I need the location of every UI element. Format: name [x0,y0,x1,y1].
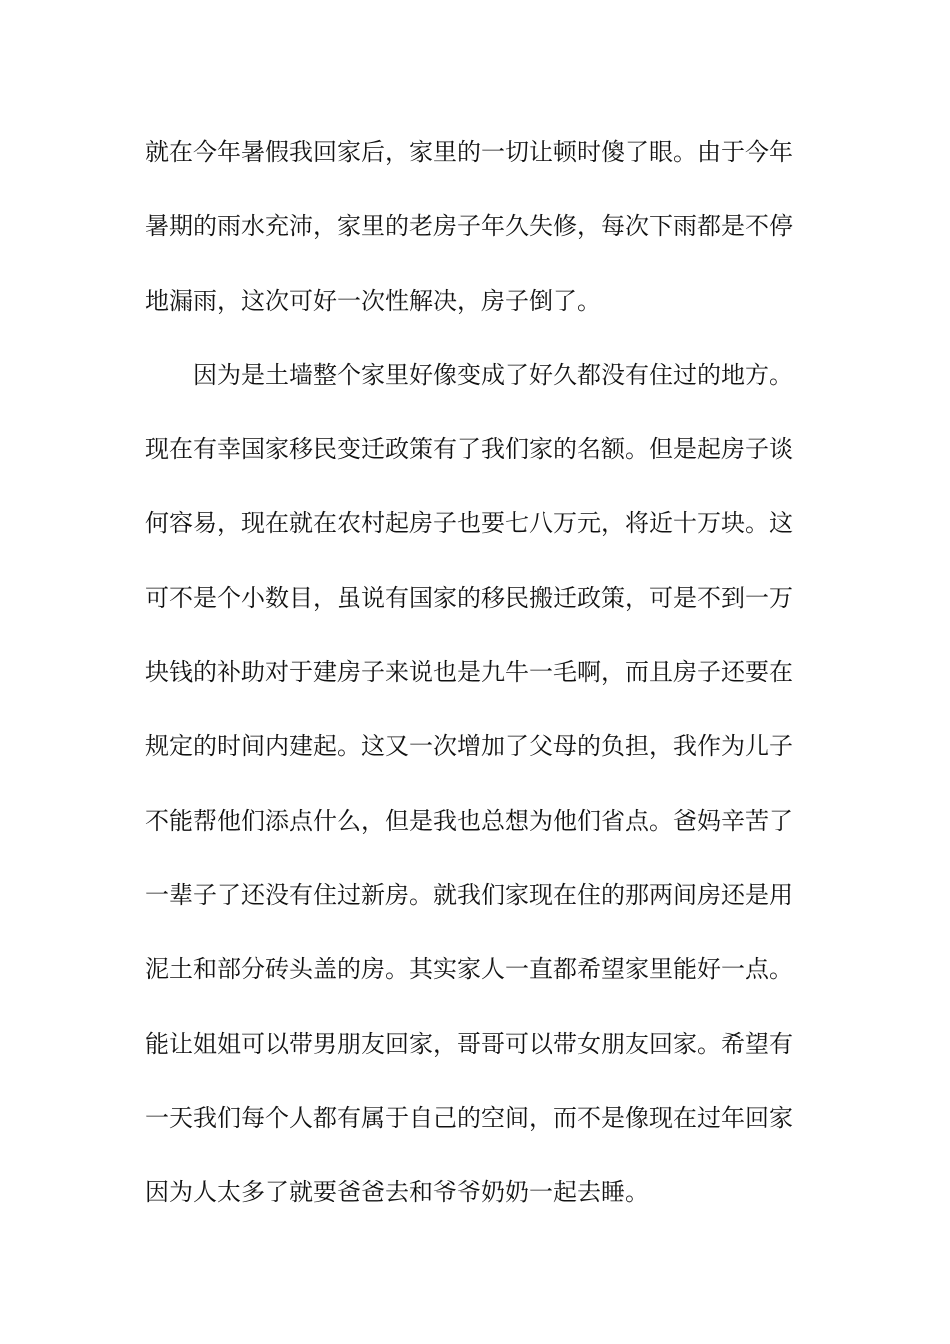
text-line-8: 块钱的补助对于建房子来说也是九牛一毛啊，而且房子还要在 [145,658,793,687]
text-line-3: 地漏雨，这次可好一次性解决，房子倒了。 [145,286,601,315]
text-line-9: 规定的时间内建起。这又一次增加了父母的负担，我作为儿子 [145,732,793,761]
text-line-11: 一辈子了还没有住过新房。就我们家现在住的那两间房还是用 [145,880,793,909]
text-line-12: 泥土和部分砖头盖的房。其实家人一直都希望家里能好一点。 [145,955,793,984]
text-line-15: 因为人太多了就要爸爸去和爷爷奶奶一起去睡。 [145,1178,649,1207]
document-body [145,130,805,1244]
text-line-2: 暑期的雨水充沛，家里的老房子年久失修，每次下雨都是不停 [145,212,793,241]
text-line-14: 一天我们每个人都有属于自己的空间，而不是像现在过年回家 [145,1103,793,1132]
text-line-5: 现在有幸国家移民变迁政策有了我们家的名额。但是起房子谈 [145,435,793,464]
text-line-1: 就在今年暑假我回家后，家里的一切让顿时傻了眼。由于今年 [145,138,793,166]
text-line-6: 何容易，现在就在农村起房子也要七八万元，将近十万块。这 [145,509,793,538]
text-line-4: 因为是土墙整个家里好像变成了好久都没有住过的地方。 [193,360,793,389]
text-line-10: 不能帮他们添点什么，但是我也总想为他们省点。爸妈辛苦了 [145,806,793,835]
text-line-7: 可不是个小数目，虽说有国家的移民搬迁政策，可是不到一万 [145,583,793,612]
text-line-13: 能让姐姐可以带男朋友回家，哥哥可以带女朋友回家。希望有 [145,1029,793,1058]
